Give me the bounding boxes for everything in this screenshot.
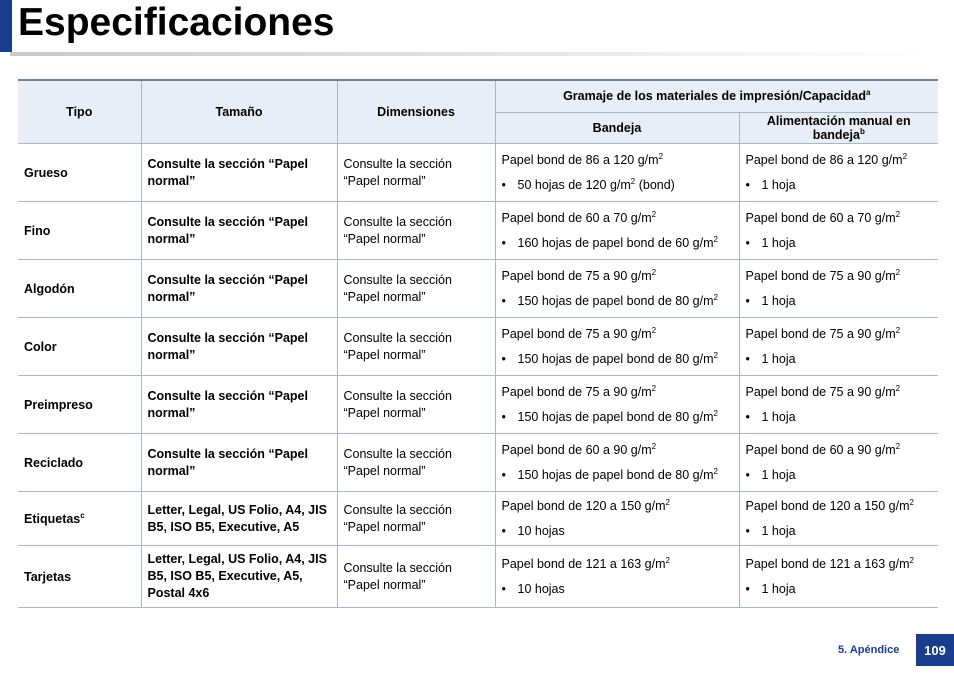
tray-weight bbox=[502, 326, 733, 343]
cell-size: Consulte la sección “Papel normal” bbox=[141, 434, 337, 492]
header-bandeja: Bandeja bbox=[495, 112, 739, 143]
bullet-icon: • bbox=[745, 467, 750, 482]
tray-weight bbox=[502, 210, 733, 227]
dimensions-line: Consulte la sección bbox=[343, 330, 452, 345]
manual-weight-text: Papel bond de 120 a 150 g/m bbox=[745, 498, 910, 513]
dimensions-line: “Papel normal” bbox=[343, 519, 426, 534]
table-row bbox=[18, 376, 938, 434]
manual-weight-text: Papel bond de 60 a 90 g/m bbox=[745, 442, 896, 457]
tray-capacity-text bbox=[518, 235, 718, 252]
unit-superscript: 2 bbox=[651, 441, 657, 451]
tray-capacity bbox=[502, 293, 733, 310]
tray-capacity-value: 10 hojas bbox=[517, 523, 565, 538]
tray-capacity bbox=[502, 581, 733, 598]
title-underline bbox=[10, 52, 940, 56]
cell-manual bbox=[739, 492, 938, 546]
header-manual bbox=[739, 112, 938, 143]
dimensions-line: Consulte la sección bbox=[343, 502, 452, 517]
bullet-icon: • bbox=[745, 523, 750, 538]
manual-capacity-value: 1 hoja bbox=[761, 351, 796, 366]
bullet-icon: • bbox=[745, 351, 750, 366]
cell-dimensions bbox=[337, 434, 495, 492]
unit-superscript: 2 bbox=[895, 325, 901, 335]
cell-tray bbox=[495, 318, 739, 376]
unit-superscript: 2 bbox=[665, 555, 670, 565]
unit-superscript: 2 bbox=[895, 267, 901, 277]
bullet-icon: • bbox=[745, 293, 750, 308]
manual-weight-text: Papel bond de 86 a 120 g/m bbox=[745, 152, 903, 167]
manual-weight bbox=[746, 326, 933, 343]
dimensions-line: “Papel normal” bbox=[343, 289, 426, 304]
page-title: Especificaciones bbox=[18, 1, 335, 44]
type-label: Etiquetas bbox=[24, 511, 81, 526]
manual-capacity bbox=[746, 177, 933, 194]
footer-section-label: 5. Apéndice bbox=[838, 644, 900, 656]
table-body bbox=[18, 144, 938, 608]
dimensions-line: “Papel normal” bbox=[343, 463, 426, 478]
cell-type bbox=[18, 260, 141, 318]
cell-size: Letter, Legal, US Folio, A4, JIS B5, ISO B5, Executive, A5, Postal 4x6 bbox=[141, 546, 337, 608]
cell-dimensions bbox=[337, 546, 495, 608]
header-gramaje-label: Gramaje de los materiales de impresión/Capacidad bbox=[563, 89, 866, 104]
header-manual-label: Alimentación manual en bandeja bbox=[766, 113, 911, 142]
cell-manual bbox=[739, 434, 938, 492]
tray-capacity bbox=[502, 177, 733, 194]
cell-tray bbox=[495, 260, 739, 318]
bullet-icon: • bbox=[745, 409, 750, 424]
bullet-icon: • bbox=[501, 293, 506, 308]
manual-weight bbox=[746, 498, 933, 515]
type-label: Reciclado bbox=[24, 455, 84, 470]
tray-weight bbox=[502, 384, 733, 401]
tray-capacity-text bbox=[518, 467, 718, 484]
cell-size: Consulte la sección “Papel normal” bbox=[141, 260, 337, 318]
dimensions-line: “Papel normal” bbox=[343, 231, 426, 246]
bullet-icon: • bbox=[501, 235, 506, 250]
tray-capacity-suffix: (bond) bbox=[635, 177, 675, 192]
bullet-icon: • bbox=[501, 467, 506, 482]
dimensions-line: “Papel normal” bbox=[343, 347, 426, 362]
manual-weight bbox=[746, 384, 933, 401]
table-row bbox=[18, 260, 938, 318]
unit-superscript: 2 bbox=[895, 441, 901, 451]
cell-tray bbox=[495, 492, 739, 546]
unit-superscript: 2 bbox=[902, 151, 908, 161]
table-row bbox=[18, 202, 938, 260]
tray-weight-text: Papel bond de 75 a 90 g/m bbox=[501, 326, 652, 341]
cell-size: Consulte la sección “Papel normal” bbox=[141, 376, 337, 434]
manual-weight-text: Papel bond de 60 a 70 g/m bbox=[745, 210, 896, 225]
manual-weight bbox=[746, 268, 933, 285]
cell-tray bbox=[495, 202, 739, 260]
dimensions-line: Consulte la sección bbox=[343, 214, 452, 229]
tray-capacity-text bbox=[518, 177, 675, 194]
cell-size: Consulte la sección “Papel normal” bbox=[141, 202, 337, 260]
tray-capacity-text bbox=[518, 409, 718, 426]
unit-superscript: 2 bbox=[651, 383, 657, 393]
tray-capacity-value: 50 hojas de 120 g/m bbox=[517, 177, 631, 192]
unit-superscript: 2 bbox=[895, 383, 901, 393]
unit-superscript: 2 bbox=[651, 267, 657, 277]
header-dimensiones: Dimensiones bbox=[337, 80, 495, 144]
cell-dimensions bbox=[337, 260, 495, 318]
manual-capacity-value: 1 hoja bbox=[761, 409, 796, 424]
bullet-icon: • bbox=[745, 581, 750, 596]
cell-size: Letter, Legal, US Folio, A4, JIS B5, ISO B5, Executive, A5 bbox=[141, 492, 337, 546]
manual-weight-text: Papel bond de 75 a 90 g/m bbox=[745, 326, 896, 341]
manual-capacity bbox=[746, 467, 933, 484]
tray-capacity-value: 150 hojas de papel bond de 80 g/m bbox=[517, 351, 714, 366]
cell-size: Consulte la sección “Papel normal” bbox=[141, 144, 337, 202]
manual-capacity-value: 1 hoja bbox=[761, 581, 796, 596]
type-label: Tarjetas bbox=[24, 569, 72, 584]
dimensions-line: Consulte la sección bbox=[343, 446, 452, 461]
bullet-icon: • bbox=[501, 581, 506, 596]
tray-capacity bbox=[502, 235, 733, 252]
dimensions-line: Consulte la sección bbox=[343, 272, 452, 287]
unit-superscript: 2 bbox=[713, 350, 718, 360]
header-tipo: Tipo bbox=[18, 80, 141, 144]
dimensions-line: “Papel normal” bbox=[343, 577, 426, 592]
unit-superscript: 2 bbox=[658, 151, 664, 161]
unit-superscript: 2 bbox=[713, 408, 718, 418]
bullet-icon: • bbox=[745, 177, 750, 192]
manual-capacity-value: 1 hoja bbox=[761, 235, 796, 250]
unit-superscript: 2 bbox=[665, 497, 670, 507]
tray-capacity bbox=[502, 409, 733, 426]
tray-capacity-value: 150 hojas de papel bond de 80 g/m bbox=[517, 467, 714, 482]
cell-type bbox=[18, 376, 141, 434]
footnote-marker: b bbox=[859, 126, 865, 136]
manual-weight-text: Papel bond de 75 a 90 g/m bbox=[745, 384, 896, 399]
manual-weight bbox=[746, 442, 933, 459]
page-number: 109 bbox=[916, 634, 954, 666]
table-row bbox=[18, 434, 938, 492]
specifications-table bbox=[18, 79, 938, 608]
tray-capacity-text bbox=[518, 351, 718, 368]
dimensions-line: “Papel normal” bbox=[343, 405, 426, 420]
manual-capacity-value: 1 hoja bbox=[761, 177, 796, 192]
tray-weight bbox=[502, 498, 733, 515]
cell-tray bbox=[495, 546, 739, 608]
tray-weight-text: Papel bond de 121 a 163 g/m bbox=[501, 556, 666, 571]
tray-weight bbox=[502, 268, 733, 285]
manual-capacity bbox=[746, 235, 933, 252]
table-row bbox=[18, 546, 938, 608]
manual-capacity bbox=[746, 293, 933, 310]
manual-weight bbox=[746, 152, 933, 169]
cell-manual bbox=[739, 202, 938, 260]
cell-dimensions bbox=[337, 144, 495, 202]
cell-type bbox=[18, 318, 141, 376]
dimensions-line: Consulte la sección bbox=[343, 388, 452, 403]
tray-capacity-value: 150 hojas de papel bond de 80 g/m bbox=[517, 409, 714, 424]
table-row bbox=[18, 144, 938, 202]
tray-weight bbox=[502, 152, 733, 169]
manual-capacity-value: 1 hoja bbox=[761, 467, 796, 482]
cell-manual bbox=[739, 546, 938, 608]
tray-weight-text: Papel bond de 120 a 150 g/m bbox=[501, 498, 666, 513]
cell-type bbox=[18, 492, 141, 546]
tray-weight-text: Papel bond de 75 a 90 g/m bbox=[501, 384, 652, 399]
type-label: Color bbox=[24, 339, 57, 354]
cell-dimensions bbox=[337, 318, 495, 376]
unit-superscript: 2 bbox=[713, 292, 718, 302]
tray-capacity-text bbox=[518, 581, 565, 598]
bullet-icon: • bbox=[501, 409, 506, 424]
cell-size: Consulte la sección “Papel normal” bbox=[141, 318, 337, 376]
tray-weight-text: Papel bond de 75 a 90 g/m bbox=[501, 268, 652, 283]
cell-manual bbox=[739, 376, 938, 434]
unit-superscript: 2 bbox=[909, 497, 914, 507]
bullet-icon: • bbox=[745, 235, 750, 250]
tray-weight-text: Papel bond de 86 a 120 g/m bbox=[501, 152, 659, 167]
tray-capacity-value: 160 hojas de papel bond de 60 g/m bbox=[517, 235, 714, 250]
type-label: Preimpreso bbox=[24, 397, 93, 412]
manual-capacity bbox=[746, 581, 933, 598]
cell-tray bbox=[495, 376, 739, 434]
unit-superscript: 2 bbox=[895, 209, 901, 219]
bullet-icon: • bbox=[501, 523, 506, 538]
manual-capacity-value: 1 hoja bbox=[761, 293, 796, 308]
tray-capacity-text bbox=[518, 523, 565, 540]
tray-capacity-value: 150 hojas de papel bond de 80 g/m bbox=[517, 293, 714, 308]
table-row bbox=[18, 318, 938, 376]
table-row bbox=[18, 492, 938, 546]
manual-weight-text: Papel bond de 75 a 90 g/m bbox=[745, 268, 896, 283]
tray-capacity bbox=[502, 523, 733, 540]
footnote-marker: c bbox=[80, 510, 85, 520]
type-label: Grueso bbox=[24, 165, 68, 180]
bullet-icon: • bbox=[501, 177, 506, 192]
cell-manual bbox=[739, 144, 938, 202]
header-gramaje bbox=[495, 80, 938, 112]
manual-weight bbox=[746, 210, 933, 227]
unit-superscript: 2 bbox=[909, 555, 914, 565]
type-label: Fino bbox=[24, 223, 51, 238]
manual-capacity-value: 1 hoja bbox=[761, 523, 796, 538]
type-label: Algodón bbox=[24, 281, 75, 296]
tray-capacity bbox=[502, 467, 733, 484]
table-header bbox=[18, 80, 938, 144]
cell-type bbox=[18, 546, 141, 608]
cell-dimensions bbox=[337, 202, 495, 260]
manual-weight-text: Papel bond de 121 a 163 g/m bbox=[745, 556, 910, 571]
header-tamano: Tamaño bbox=[141, 80, 337, 144]
manual-capacity bbox=[746, 351, 933, 368]
cell-dimensions bbox=[337, 492, 495, 546]
footnote-marker: a bbox=[865, 88, 871, 98]
manual-capacity bbox=[746, 523, 933, 540]
cell-manual bbox=[739, 318, 938, 376]
title-accent-bar bbox=[0, 0, 12, 52]
unit-superscript: 2 bbox=[713, 234, 718, 244]
tray-capacity bbox=[502, 351, 733, 368]
unit-superscript: 2 bbox=[651, 209, 657, 219]
cell-tray bbox=[495, 434, 739, 492]
manual-weight bbox=[746, 556, 933, 573]
tray-capacity-value: 10 hojas bbox=[517, 581, 565, 596]
dimensions-line: Consulte la sección bbox=[343, 156, 452, 171]
dimensions-line: Consulte la sección bbox=[343, 560, 452, 575]
tray-weight-text: Papel bond de 60 a 70 g/m bbox=[501, 210, 652, 225]
tray-weight bbox=[502, 556, 733, 573]
unit-superscript: 2 bbox=[630, 176, 636, 186]
cell-tray bbox=[495, 144, 739, 202]
tray-weight bbox=[502, 442, 733, 459]
manual-capacity bbox=[746, 409, 933, 426]
cell-dimensions bbox=[337, 376, 495, 434]
dimensions-line: “Papel normal” bbox=[343, 173, 426, 188]
cell-type bbox=[18, 434, 141, 492]
cell-type bbox=[18, 202, 141, 260]
cell-manual bbox=[739, 260, 938, 318]
bullet-icon: • bbox=[501, 351, 506, 366]
tray-capacity-text bbox=[518, 293, 718, 310]
unit-superscript: 2 bbox=[713, 466, 718, 476]
cell-type bbox=[18, 144, 141, 202]
unit-superscript: 2 bbox=[651, 325, 657, 335]
tray-weight-text: Papel bond de 60 a 90 g/m bbox=[501, 442, 652, 457]
